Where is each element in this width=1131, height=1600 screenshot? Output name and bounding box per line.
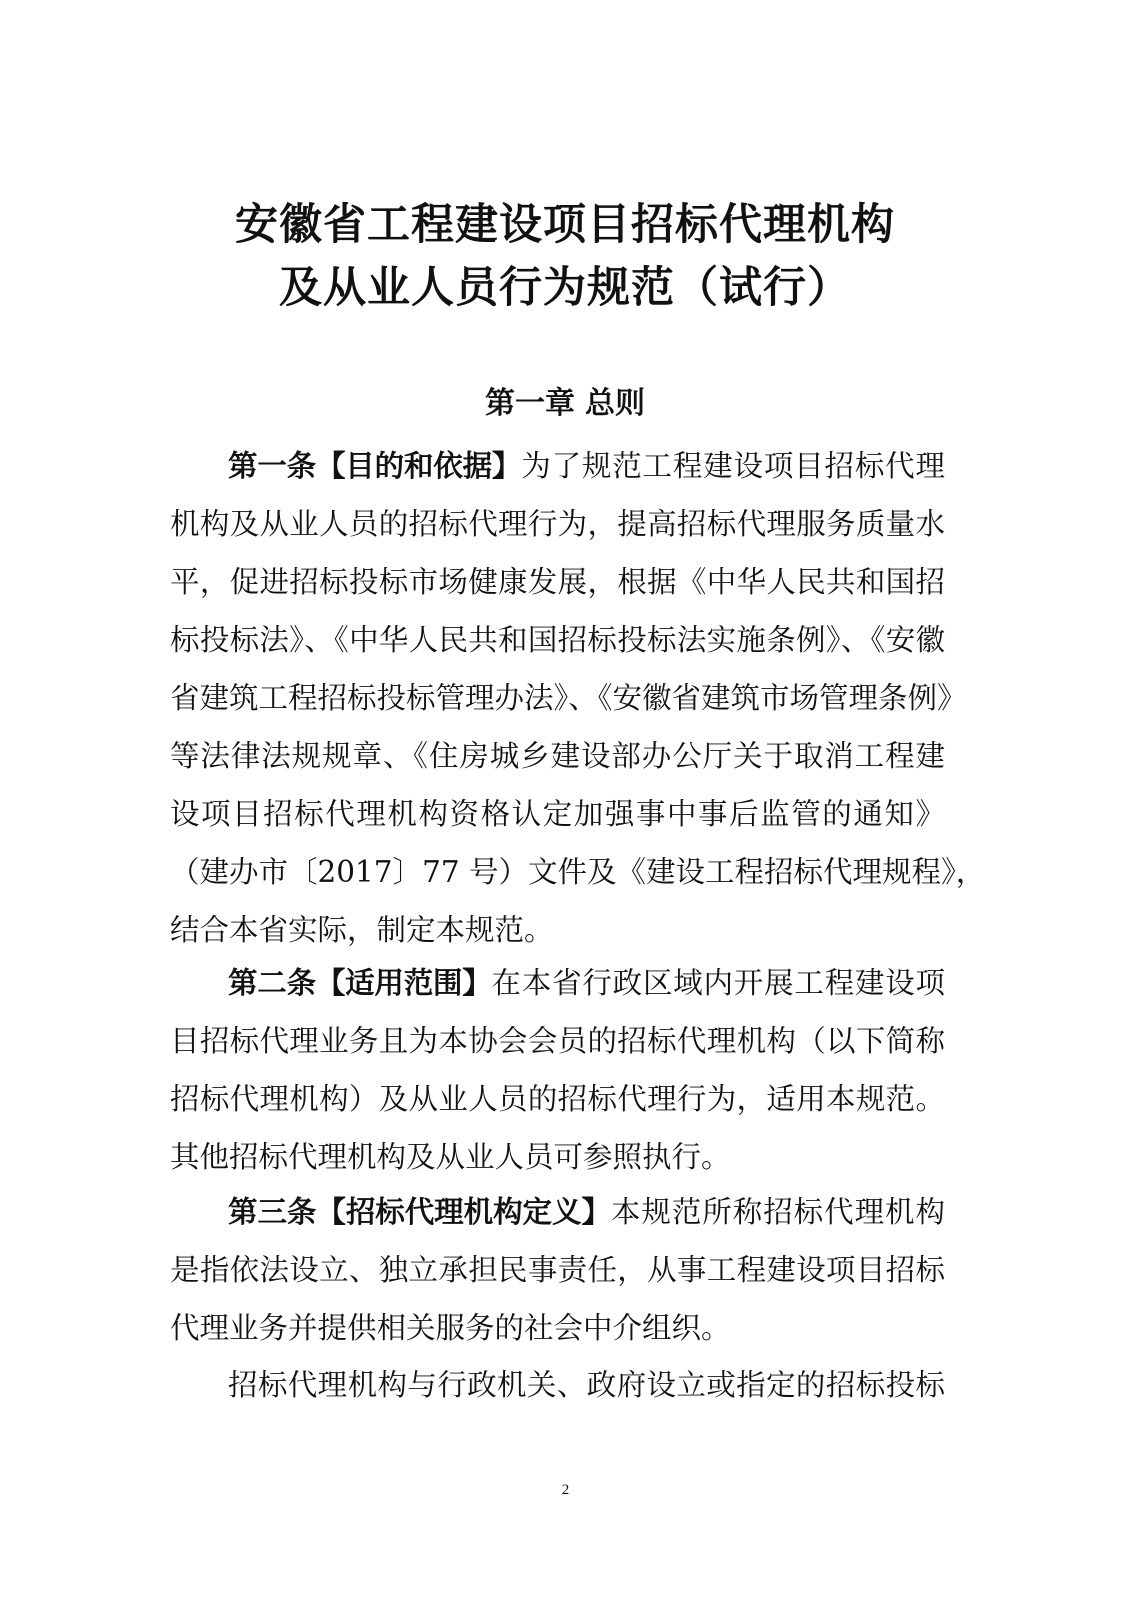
article-1-text: 为了规范工程建设项目招标代理 bbox=[521, 449, 945, 483]
article-1-line-8: （建办市〔2017〕77 号）文件及《建设工程招标代理规程》， bbox=[170, 855, 986, 889]
article-3 bbox=[170, 1183, 945, 1357]
article-3-line-1 bbox=[170, 1183, 945, 1241]
article-2-line-1 bbox=[170, 954, 945, 1012]
article-3-heading: 第三条【招标代理机构定义】 bbox=[228, 1195, 611, 1229]
article-2-heading: 第二条【适用范围】 bbox=[228, 966, 492, 1000]
paragraph-continuation-line-1: 招标代理机构与行政机关、政府设立或指定的招标投标 bbox=[228, 1368, 945, 1402]
paragraph-continuation bbox=[170, 1356, 945, 1414]
page-number: 2 bbox=[561, 1482, 570, 1498]
chapter-number: 第一章 bbox=[485, 386, 575, 421]
article-1-line-9: 结合本省实际，制定本规范。 bbox=[170, 913, 554, 947]
article-3-line-2: 是指依法设立、独立承担民事责任，从事工程建设项目招标 bbox=[170, 1253, 945, 1287]
document-title-line-1: 安徽省工程建设项目招标代理机构 bbox=[235, 200, 895, 250]
article-1-line-6: 等法律法规规章、《住房城乡建设部办公厅关于取消工程建 bbox=[170, 739, 945, 773]
article-1-heading: 第一条【目的和依据】 bbox=[228, 449, 522, 483]
article-2 bbox=[170, 954, 945, 1186]
document-title-line-2: 及从业人员行为规范（试行） bbox=[279, 263, 851, 313]
article-3-line-3: 代理业务并提供相关服务的社会中介组织。 bbox=[170, 1311, 731, 1345]
article-1-line-2: 机构及从业人员的招标代理行为，提高招标代理服务质量水 bbox=[170, 507, 945, 541]
article-1-line-3: 平，促进招标投标市场健康发展，根据《中华人民共和国招 bbox=[170, 565, 945, 599]
article-1-line-5: 省建筑工程招标投标管理办法》、《安徽省建筑市场管理条例》 bbox=[170, 681, 967, 715]
article-2-line-3: 招标代理机构）及从业人员的招标代理行为，适用本规范。 bbox=[170, 1082, 945, 1116]
article-1-line-4: 标投标法》、《中华人民共和国招标投标法实施条例》、《安徽 bbox=[170, 623, 945, 657]
article-2-text: 在本省行政区域内开展工程建设项 bbox=[491, 966, 945, 1000]
article-2-line-4: 其他招标代理机构及从业人员可参照执行。 bbox=[170, 1140, 731, 1174]
chapter-name: 总则 bbox=[585, 386, 645, 421]
article-1-line-1 bbox=[170, 437, 945, 495]
article-1 bbox=[170, 437, 986, 959]
chapter-heading bbox=[150, 384, 980, 424]
article-3-text: 本规范所称招标代理机构 bbox=[610, 1195, 945, 1229]
article-2-line-2: 目招标代理业务且为本协会会员的招标代理机构（以下简称 bbox=[170, 1024, 945, 1058]
article-1-line-7: 设项目招标代理机构资格认定加强事中事后监管的通知》 bbox=[170, 797, 945, 831]
